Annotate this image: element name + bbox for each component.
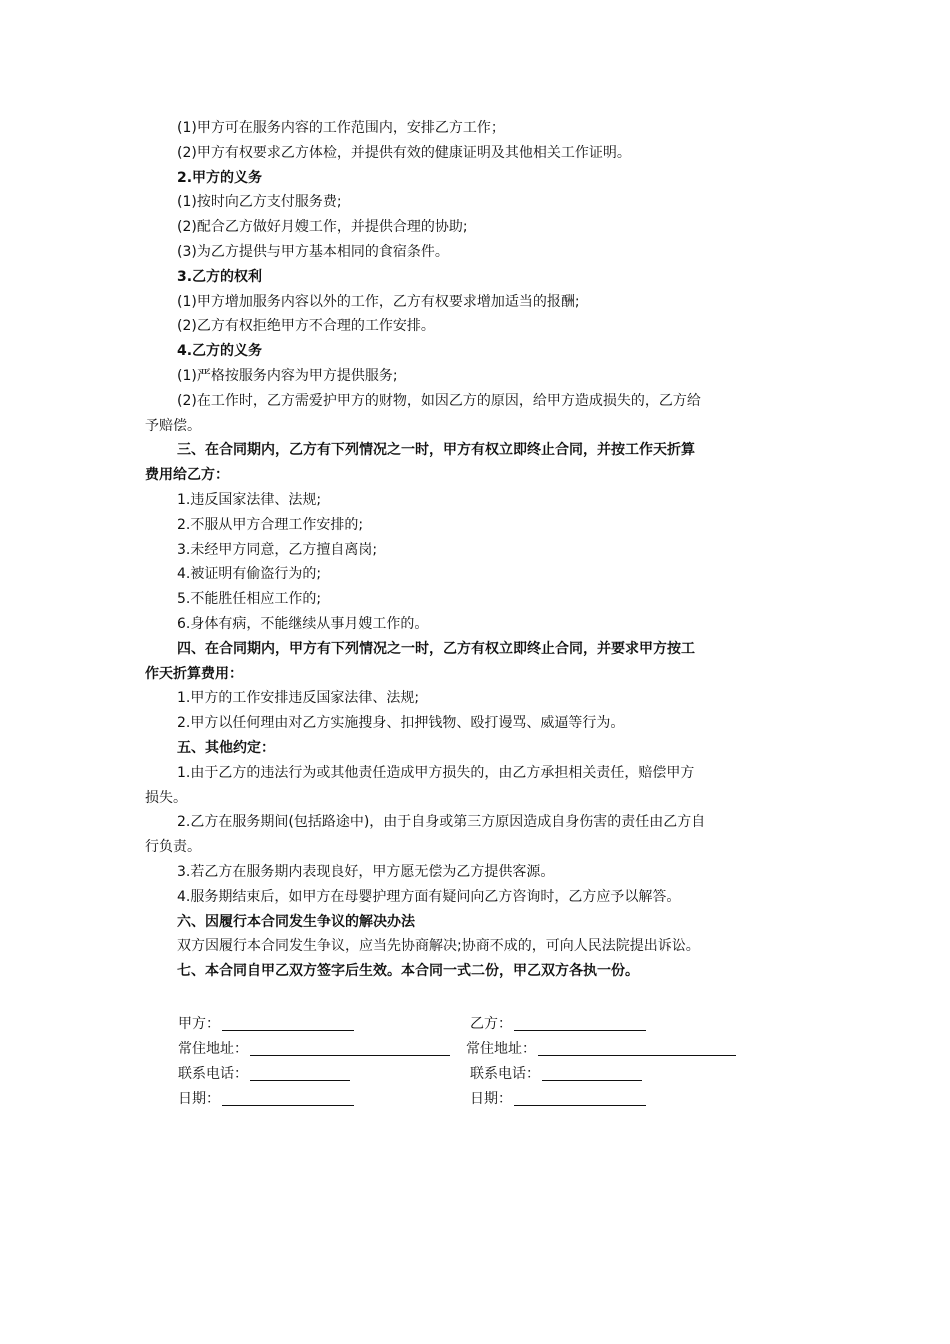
signature-row-address (178, 1037, 798, 1062)
paragraph-line: 6.身体有病，不能继续从事月嫂工作的。 (177, 615, 429, 632)
date-a-blank (222, 1089, 354, 1106)
phone-b-field (470, 1062, 642, 1087)
phone-a-label: 联系电话： (178, 1066, 248, 1082)
party-b-field (470, 1012, 646, 1037)
date-a-label: 日期： (178, 1091, 220, 1107)
signature-row-date (178, 1087, 798, 1112)
address-b-field (466, 1037, 736, 1062)
section-heading: 三、在合同期内，乙方有下列情况之一时，甲方有权立即终止合同，并按工作天折算 (177, 442, 695, 459)
party-a-label: 甲方： (178, 1016, 220, 1032)
paragraph-line: 2.甲方以任何理由对乙方实施搜身、扣押钱物、殴打谩骂、威逼等行为。 (177, 715, 625, 732)
address-a-blank (250, 1039, 450, 1056)
party-b-label: 乙方： (470, 1016, 512, 1032)
paragraph-line: (1)严格按服务内容为甲方提供服务; (177, 367, 398, 384)
paragraph-line: (2)配合乙方做好月嫂工作，并提供合理的协助; (177, 219, 468, 236)
paragraph-line: 1.甲方的工作安排违反国家法律、法规; (177, 690, 420, 707)
paragraph-line: 4.服务期结束后，如甲方在母婴护理方面有疑问向乙方咨询时，乙方应予以解答。 (177, 888, 681, 905)
date-b-blank (514, 1089, 646, 1106)
paragraph-line: 4.被证明有偷盗行为的; (177, 566, 322, 583)
section-heading: 四、在合同期内，甲方有下列情况之一时，乙方有权立即终止合同，并要求甲方按工 (177, 640, 695, 657)
party-b-blank (514, 1014, 646, 1031)
address-b-blank (538, 1039, 736, 1056)
paragraph-line: (2)乙方有权拒绝甲方不合理的工作安排。 (177, 318, 435, 335)
address-a-field (178, 1037, 450, 1062)
paragraph-line: 2.不服从甲方合理工作安排的; (177, 516, 364, 533)
party-a-blank (222, 1014, 354, 1031)
paragraph-line: 5.不能胜任相应工作的; (177, 591, 322, 608)
paragraph-line: (2)在工作时，乙方需爱护甲方的财物，如因乙方的原因，给甲方造成损失的，乙方给 (177, 392, 701, 409)
paragraph-line: (3)为乙方提供与甲方基本相同的食宿条件。 (177, 243, 449, 260)
signature-row-party (178, 1012, 798, 1037)
paragraph-line: 3.未经甲方同意，乙方擅自离岗; (177, 541, 378, 558)
paragraph-line: 损失。 (145, 789, 187, 806)
date-b-label: 日期： (470, 1091, 512, 1107)
section-heading: 费用给乙方： (145, 467, 229, 484)
paragraph-line: 3.若乙方在服务期内表现良好，甲方愿无偿为乙方提供客源。 (177, 863, 555, 880)
paragraph-line: (1)甲方可在服务内容的工作范围内，安排乙方工作； (177, 120, 505, 136)
section-heading: 2.甲方的义务 (177, 169, 263, 186)
section-heading: 五、其他约定： (177, 739, 275, 756)
paragraph-line: (2)甲方有权要求乙方体检，并提供有效的健康证明及其他相关工作证明。 (177, 144, 631, 161)
date-b-field (470, 1087, 646, 1112)
section-heading: 作天折算费用： (145, 665, 243, 682)
address-a-label: 常住地址： (178, 1041, 248, 1057)
paragraph-line: 1.违反国家法律、法规; (177, 491, 322, 508)
section-heading: 六、因履行本合同发生争议的解决办法 (177, 913, 415, 930)
section-heading: 七、本合同自甲乙双方签字后生效。本合同一式二份，甲乙双方各执一份。 (177, 963, 639, 980)
contract-body (145, 116, 810, 984)
paragraph-line: 2.乙方在服务期间(包括路途中)，由于自身或第三方原因造成自身伤害的责任由乙方自 (177, 814, 706, 831)
date-a-field (178, 1087, 354, 1112)
paragraph-line: (1)甲方增加服务内容以外的工作，乙方有权要求增加适当的报酬; (177, 293, 580, 310)
party-a-field (178, 1012, 354, 1037)
signature-row-phone (178, 1062, 798, 1087)
paragraph-line: 双方因履行本合同发生争议，应当先协商解决;协商不成的，可向人民法院提出诉讼。 (177, 938, 700, 955)
paragraph-line: 予赔偿。 (145, 417, 201, 434)
address-b-label: 常住地址： (466, 1041, 536, 1057)
phone-b-blank (542, 1064, 642, 1081)
signature-block (178, 1012, 798, 1112)
phone-b-label: 联系电话： (470, 1066, 540, 1082)
phone-a-field (178, 1062, 350, 1087)
paragraph-line: 1.由于乙方的违法行为或其他责任造成甲方损失的，由乙方承担相关责任，赔偿甲方 (177, 764, 695, 781)
paragraph-line: (1)按时向乙方支付服务费; (177, 194, 342, 211)
section-heading: 3.乙方的权利 (177, 268, 263, 285)
section-heading: 4.乙方的义务 (177, 343, 263, 360)
phone-a-blank (250, 1064, 350, 1081)
paragraph-line: 行负责。 (145, 839, 201, 856)
